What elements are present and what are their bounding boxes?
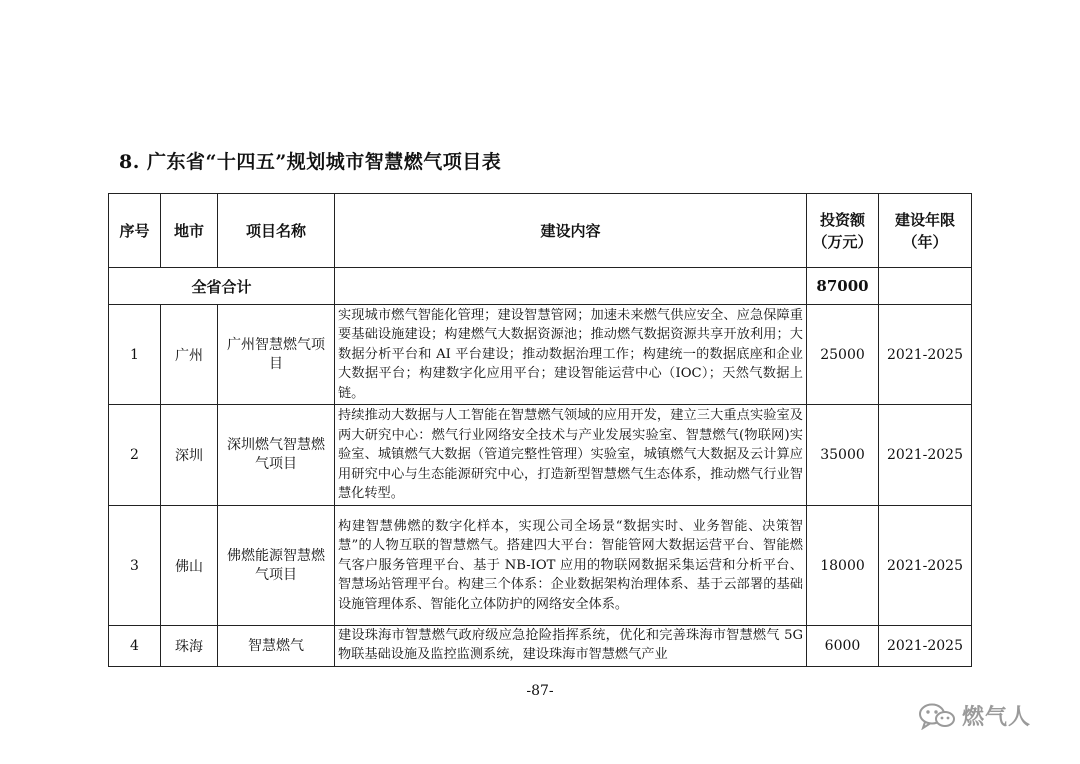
total-row <box>109 268 972 305</box>
total-investment: 87000 <box>807 268 879 305</box>
header-period <box>879 194 972 268</box>
row-period: 2021-2025 <box>879 626 972 667</box>
row-content: 构建智慧佛燃的数字化样本，实现公司全场景“数据实时、业务智能、决策智慧”的人物互联的智慧燃气。搭建四大平台：智能管网大数据运营平台、智能燃气客户服务管理平台、基于 NB-IOT 应用的物联网数据采集运营和分析平台、智慧场站管理平台。构建三个体系：企业数据架构治理体系、基于云部署的基础设施管理体系、智能化立体防护的网络安全体系。 <box>335 506 807 626</box>
row-seq: 1 <box>109 305 161 405</box>
watermark <box>918 700 1031 731</box>
row-city: 广州 <box>161 305 218 405</box>
row-project <box>218 305 335 405</box>
row-investment: 25000 <box>807 305 879 405</box>
table-header-row <box>109 194 972 268</box>
row-seq: 3 <box>109 506 161 626</box>
header-content: 建设内容 <box>335 194 807 268</box>
row-investment: 6000 <box>807 626 879 667</box>
wechat-icon <box>918 702 956 730</box>
row-seq: 4 <box>109 626 161 667</box>
row-content: 建设珠海市智慧燃气政府级应急抢险指挥系统，优化和完善珠海市智慧燃气 5G 物联基础设施及监控监测系统，建设珠海市智慧燃气产业 <box>335 626 807 667</box>
row-city: 珠海 <box>161 626 218 667</box>
table-row <box>109 305 972 405</box>
row-project <box>218 506 335 626</box>
row-city: 佛山 <box>161 506 218 626</box>
row-period: 2021-2025 <box>879 305 972 405</box>
page-number: -87- <box>526 683 554 699</box>
row-content: 持续推动大数据与人工智能在智慧燃气领域的应用开发，建立三大重点实验室及两大研究中心：燃气行业网络安全技术与产业发展实验室、智慧燃气(物联网)实验室、城镇燃气大数据（管道完整性管理）实验室，城镇燃气大数据及云计算应用研究中心与生态能源研究中心，打造新型智慧燃气生态体系，推动燃气行业智慧化转型。 <box>335 405 807 506</box>
header-investment <box>807 194 879 268</box>
row-seq: 2 <box>109 405 161 506</box>
project-table <box>108 193 972 667</box>
row-city: 深圳 <box>161 405 218 506</box>
row-investment: 35000 <box>807 405 879 506</box>
row-project <box>218 405 335 506</box>
row-project-text: 佛燃能源智慧燃气项目 <box>227 547 325 583</box>
row-period: 2021-2025 <box>879 405 972 506</box>
table-row <box>109 626 972 667</box>
total-label: 全省合计 <box>109 268 335 305</box>
table-row <box>109 506 972 626</box>
total-period <box>879 268 972 305</box>
row-project: 智慧燃气 <box>218 626 335 667</box>
row-project-text: 广州智慧燃气项目 <box>227 336 325 372</box>
header-investment-text: 投资额（万元） <box>812 210 873 251</box>
row-period: 2021-2025 <box>879 506 972 626</box>
table-row <box>109 405 972 506</box>
header-project: 项目名称 <box>218 194 335 268</box>
row-investment: 18000 <box>807 506 879 626</box>
row-project-text: 深圳燃气智慧燃气项目 <box>227 437 325 472</box>
page-title: 8. 广东省“十四五”规划城市智慧燃气项目表 <box>119 151 502 173</box>
total-content <box>335 268 807 305</box>
header-period-text: 建设年限（年） <box>894 210 955 251</box>
row-content: 实现城市燃气智能化管理；建设智慧管网；加速未来燃气供应安全、应急保障重要基础设施建设；构建燃气大数据资源池；推动燃气数据资源共享开放利用；大数据分析平台和 AI 平台建设；推动数据治理工作；构建统一的数据底座和企业大数据平台；构建数字化应用平台；建设智能运营中心（IOC）；天然气数据上链。 <box>335 305 807 405</box>
header-seq: 序号 <box>109 194 161 268</box>
watermark-text: 燃气人 <box>962 705 1032 730</box>
header-city: 地市 <box>161 194 218 268</box>
